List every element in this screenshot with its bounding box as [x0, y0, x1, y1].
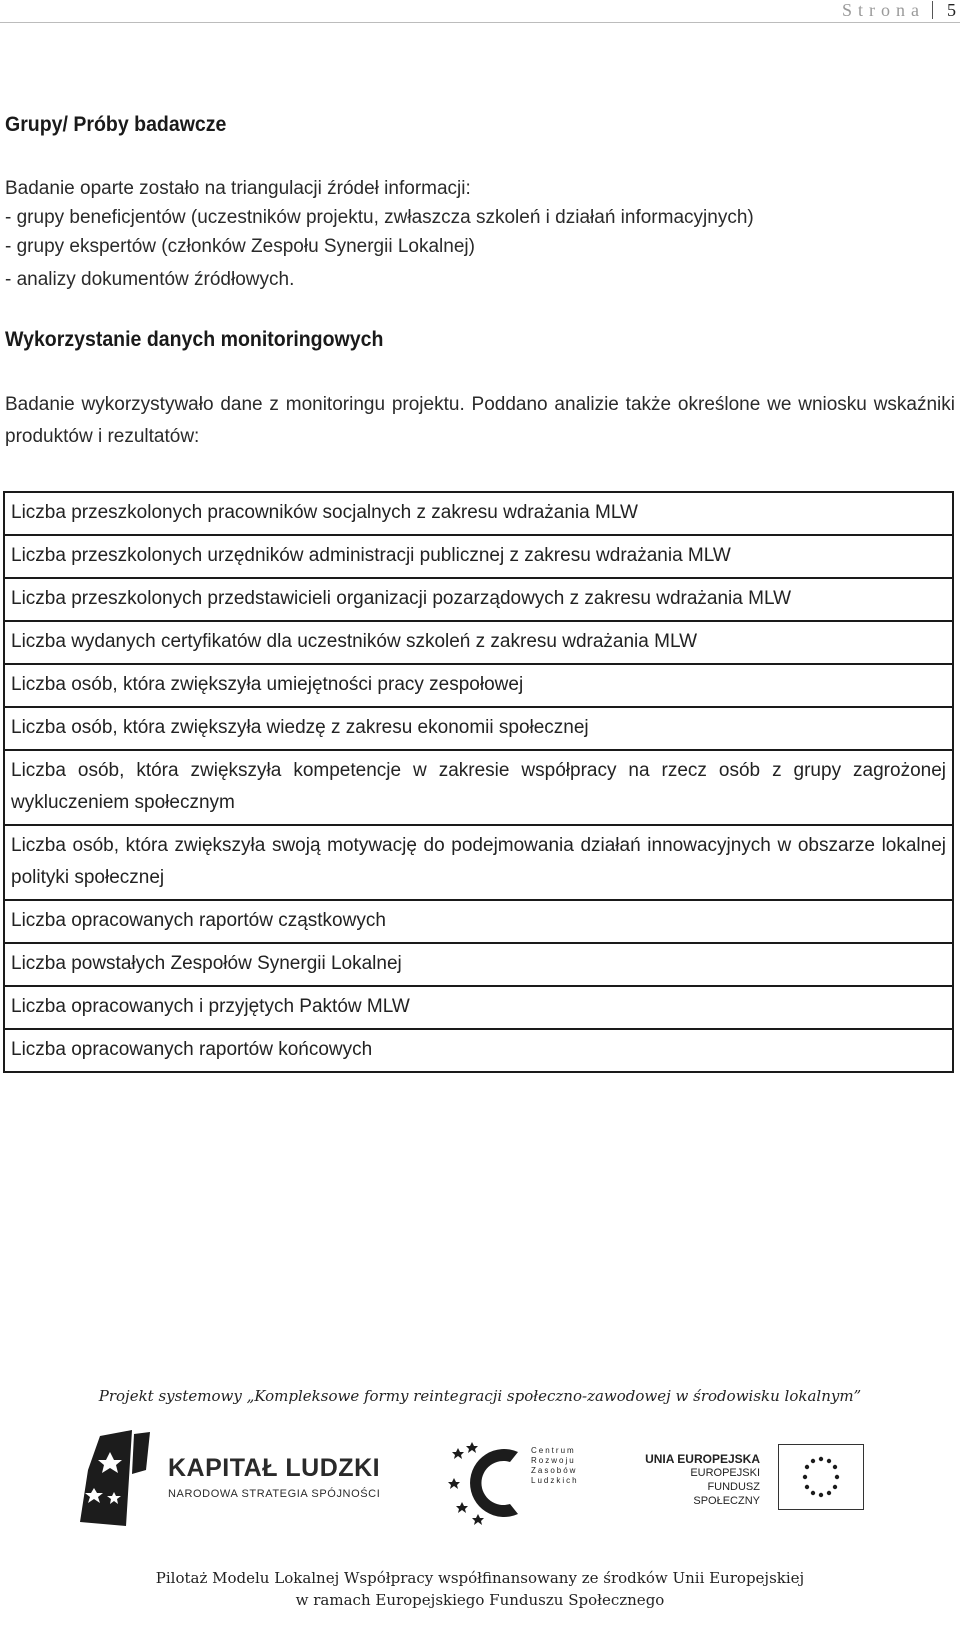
table-row — [4, 707, 953, 750]
bullet-item: - grupy beneficjentów (uczestników projektu, zwłaszcza szkoleń i działań informacyjnych) — [5, 207, 754, 228]
crzl-line: Centrum — [531, 1446, 576, 1455]
funding-note-line: Pilotaż Modelu Lokalnej Współpracy współfinansowany ze środków Unii Europejskiej — [155, 1569, 805, 1587]
indicator-cell: Liczba przeszkolonych przedstawicieli organizacji pozarządowych z zakresu wdrażania MLW — [4, 578, 953, 621]
table-row — [4, 621, 953, 664]
crzl-logo — [448, 1438, 588, 1528]
indicator-cell: Liczba wydanych certyfikatów dla uczestników szkoleń z zakresu wdrażania MLW — [4, 621, 953, 664]
indicator-cell: Liczba przeszkolonych urzędników administracji publicznej z zakresu wdrażania MLW — [4, 535, 953, 578]
indicator-cell: Liczba osób, która zwiększyła umiejętności pracy zespołowej — [4, 664, 953, 707]
page-number — [842, 0, 956, 21]
eu-flag-icon — [778, 1444, 864, 1510]
kapital-ludzki-emblem-icon — [80, 1430, 160, 1530]
intro-text: Badanie oparte zostało na triangulacji źródeł informacji: — [5, 178, 471, 199]
indicator-cell: Liczba osób, która zwiększyła wiedzę z zakresu ekonomii społecznej — [4, 707, 953, 750]
crzl-line: Zasobów — [531, 1466, 578, 1475]
indicators-table — [3, 491, 954, 1073]
table-row — [4, 825, 953, 900]
crzl-text — [531, 1446, 579, 1486]
table-row — [4, 664, 953, 707]
table-row — [4, 900, 953, 943]
eu-text — [640, 1452, 760, 1508]
indicator-cell: Liczba powstałych Zespołów Synergii Lokalnej — [4, 943, 953, 986]
kapital-ludzki-subtitle: NARODOWA STRATEGIA SPÓJNOŚCI — [168, 1488, 381, 1500]
eu-line: UNIA EUROPEJSKA — [645, 1452, 760, 1466]
indicator-cell: Liczba opracowanych raportów końcowych — [4, 1029, 953, 1072]
page-label: Strona — [842, 0, 925, 20]
crzl-line: Ludzkich — [531, 1476, 579, 1485]
funding-note-line: w ramach Europejskiego Funduszu Społecznego — [295, 1591, 665, 1609]
indicator-cell: Liczba przeszkolonych pracowników socjalnych z zakresu wdrażania MLW — [4, 492, 953, 535]
table-row — [4, 492, 953, 535]
page-header — [0, 0, 960, 23]
table-row — [4, 943, 953, 986]
table-row — [4, 535, 953, 578]
crzl-emblem-icon — [448, 1438, 530, 1528]
kapital-ludzki-title: KAPITAŁ LUDZKI — [168, 1454, 381, 1482]
table-row — [4, 750, 953, 825]
indicator-cell: Liczba opracowanych i przyjętych Paktów MLW — [4, 986, 953, 1029]
indicator-cell: Liczba opracowanych raportów cząstkowych — [4, 900, 953, 943]
page-number-value: 5 — [947, 0, 956, 20]
project-title: Projekt systemowy „Kompleksowe formy reintegracji społeczno-zawodowej w środowisku lokalnym” — [98, 1387, 862, 1405]
funding-note — [0, 1567, 960, 1611]
monitoring-paragraph: Badanie wykorzystywało dane z monitoringu projektu. Poddano analizie także określone we wniosku wskaźniki produktów i rezultatów: — [5, 394, 955, 447]
bullet-item: - grupy ekspertów (członków Zespołu Synergii Lokalnej) — [5, 236, 475, 257]
table-row — [4, 1029, 953, 1072]
eu-line: EUROPEJSKI — [690, 1467, 760, 1479]
indicator-cell: Liczba osób, która zwiększyła swoją motywację do podejmowania działań innowacyjnych w obszarze lokalnej polityki społecznej — [4, 825, 953, 900]
eu-logo — [640, 1444, 880, 1514]
eu-line: FUNDUSZ SPOŁECZNY — [693, 1481, 760, 1507]
kapital-ludzki-logo — [80, 1430, 390, 1530]
indicator-cell: Liczba osób, która zwiększyła kompetencje w zakresie współpracy na rzecz osób z grupy zagrożonej wykluczeniem społecznym — [4, 750, 953, 825]
crzl-line: Rozwoju — [531, 1456, 576, 1465]
bullet-item: - analizy dokumentów źródłowych. — [5, 269, 295, 290]
footer-logos — [0, 1430, 960, 1530]
page-separator — [932, 1, 933, 19]
table-row — [4, 578, 953, 621]
section-heading-groups: Grupy/ Próby badawcze — [5, 113, 227, 136]
table-row — [4, 986, 953, 1029]
section-heading-monitoring: Wykorzystanie danych monitoringowych — [5, 328, 384, 351]
